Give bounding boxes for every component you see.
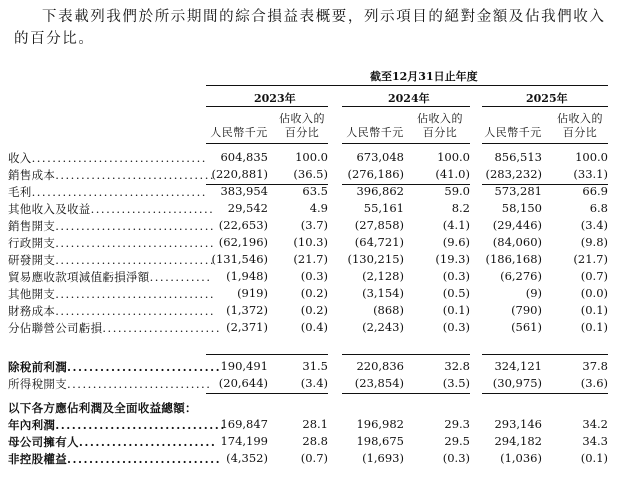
row-leader-dots: ............................... [55,287,216,301]
percentage-cell: 4.9 [309,201,328,215]
row-label [8,218,215,234]
percentage-cell: (0.1) [580,303,608,317]
amount-cell: 294,182 [494,434,542,448]
amount-cell: (84,060) [492,235,542,249]
percentage-cell: 63.5 [302,184,328,198]
amount-cell: (186,168) [485,252,542,266]
year-header-2024: 2024年 [388,92,430,105]
row-leader-dots: ........................ [90,202,215,216]
row-label [8,451,221,467]
amount-cell: 174,199 [220,434,268,448]
percentage-cell: (0.5) [442,286,470,300]
percentage-cell: (3.6) [580,376,608,390]
amount-cell: 190,491 [220,359,268,373]
col-pct-2024 [408,112,472,140]
row-leader-dots: ............................... [55,304,216,318]
row-label [8,303,215,319]
amount-cell: (2,128) [362,269,404,283]
percentage-cell: (3.4) [580,218,608,232]
amount-cell: (131,546) [211,252,268,266]
percentage-cell: (0.3) [442,451,470,465]
percentage-cell: (9.8) [580,235,608,249]
amount-cell: 220,836 [356,359,404,373]
percentage-cell: 66.9 [582,184,608,198]
table-row-profit-for-year [0,417,626,434]
amount-cell: (20,644) [218,376,268,390]
period-header: 截至12月31日止年度 [370,70,478,83]
col-pct-line2: 百分比 [422,126,458,139]
table-row-revenue [0,150,626,167]
percentage-cell: (0.0) [580,286,608,300]
percentage-cell: (10.3) [293,235,328,249]
percentage-cell: (41.0) [435,167,470,181]
table-row-rnd-expenses [0,252,626,269]
row-label-text: 以下各方應佔利潤及全面收益總額： [8,401,197,415]
amount-cell: (22,653) [218,218,268,232]
amount-cell: 29,542 [227,201,268,215]
row-label [8,286,215,302]
amount-cell: (561) [511,320,542,334]
row-label-text: 除稅前利潤 [8,360,67,374]
percentage-cell: (0.2) [300,286,328,300]
percentage-cell: (0.1) [580,451,608,465]
amount-cell: (220,881) [211,167,268,181]
amount-cell: 856,513 [494,150,542,164]
amount-cell: (2,371) [226,320,268,334]
row-leader-dots: ....................... [102,321,221,335]
percentage-cell: 32.8 [444,359,470,373]
table-row-other-expenses [0,286,626,303]
amount-cell: (790) [511,303,542,317]
row-label [8,359,221,375]
amount-cell: (6,276) [500,269,542,283]
period-rule [206,85,608,86]
row-label-text: 銷售成本 [8,168,56,182]
table-row-non-controlling [0,451,626,468]
table-row-attributable-heading [0,400,626,417]
row-label [8,400,197,416]
amount-cell: (1,948) [226,269,268,283]
col-pct-2025 [548,112,612,140]
col-amount-2023: 人民幣千元 [210,126,268,139]
amount-cell: 169,847 [220,417,268,431]
col-pct-line1: 佔收入的 [557,112,603,125]
row-leader-dots: ............................... [55,253,216,267]
amount-cell: (1,372) [226,303,268,317]
year-rule-2025 [482,106,608,107]
amount-cell: (4,352) [226,451,268,465]
col-pct-line2: 百分比 [562,126,598,139]
table-row-owners-of-parent [0,434,626,451]
percentage-cell: 8.2 [451,201,470,215]
percentage-cell: 100.0 [437,150,470,164]
percentage-cell: (21.7) [573,252,608,266]
row-label [8,269,211,285]
amount-cell: (283,232) [485,167,542,181]
percentage-cell: 34.3 [582,434,608,448]
percentage-cell: (0.1) [580,320,608,334]
row-leader-dots: .................................. [31,185,207,199]
row-leader-dots: .................................. [31,151,207,165]
row-label-text: 母公司擁有人 [8,435,79,449]
percentage-cell: 37.8 [582,359,608,373]
row-label-text: 分佔聯營公司虧損 [8,321,103,335]
underline-after-tax [206,393,328,394]
table-row-gross-profit [0,184,626,201]
amount-cell: 673,048 [356,150,404,164]
row-label-text: 貿易應收款項減值虧損淨額 [8,270,150,284]
amount-cell: (3,154) [362,286,404,300]
percentage-cell: (0.3) [442,269,470,283]
row-leader-dots: ............................... [55,418,226,432]
table-row-impairment-losses [0,269,626,286]
amount-cell: 55,161 [363,201,404,215]
row-label [8,167,215,183]
percentage-cell: (9.6) [442,235,470,249]
row-label-text: 其他開支 [8,287,56,301]
percentage-cell: (0.2) [300,303,328,317]
amount-cell: (27,858) [354,218,404,232]
table-row-income-tax [0,376,626,393]
row-label [8,434,216,450]
percentage-cell: 59.0 [444,184,470,198]
underline-after-associates [342,354,470,355]
amount-cell: (130,215) [347,252,404,266]
percentage-cell: (0.7) [580,269,608,283]
row-label [8,235,215,251]
percentage-cell: (19.3) [435,252,470,266]
amount-cell: (9) [525,286,542,300]
row-label-text: 銷售開支 [8,219,56,233]
percentage-cell: (4.1) [442,218,470,232]
year-rule-2024 [342,106,470,107]
table-row-profit-before-tax [0,359,626,376]
amount-cell: (62,196) [218,235,268,249]
underline-after-tax [342,393,470,394]
intro-paragraph: 下表載列我們於所示期間的綜合損益表概要，列示項目的絕對金額及佔我們收入的百分比。 [14,9,606,47]
percentage-cell: 28.8 [302,434,328,448]
row-leader-dots: ............................ [67,377,212,391]
percentage-cell: (0.3) [300,269,328,283]
row-label-text: 財務成本 [8,304,56,318]
row-leader-dots: ......................... [78,435,217,449]
row-label [8,184,207,200]
row-label [8,376,211,392]
row-label-text: 毛利 [8,185,32,199]
amount-cell: 324,121 [494,359,542,373]
column-header-rule-2023 [206,143,328,144]
amount-cell: (919) [237,286,268,300]
row-label-text: 年內利潤 [8,418,56,432]
percentage-cell: 100.0 [575,150,608,164]
row-label-text: 所得稅開支 [8,377,67,391]
percentage-cell: (21.7) [293,252,328,266]
amount-cell: (1,036) [500,451,542,465]
percentage-cell: (33.1) [573,167,608,181]
row-leader-dots: ............................... [55,219,216,233]
percentage-cell: 34.2 [582,417,608,431]
amount-cell: (23,854) [354,376,404,390]
col-pct-2023 [270,112,334,140]
percentage-cell: 29.5 [444,434,470,448]
row-label-text: 行政開支 [8,236,56,250]
percentage-cell: 28.1 [302,417,328,431]
amount-cell: 293,146 [494,417,542,431]
amount-cell: 196,982 [356,417,404,431]
amount-cell: (868) [373,303,404,317]
row-label [8,320,221,336]
amount-cell: (1,693) [362,451,404,465]
row-leader-dots: ............................... [55,168,216,182]
table-row-cost-of-sales [0,167,626,184]
row-leader-dots: ............................ [67,360,222,374]
percentage-cell: (0.1) [442,303,470,317]
row-label [8,252,215,268]
amount-cell: 396,862 [356,184,404,198]
percentage-cell: (3.5) [442,376,470,390]
amount-cell: (64,721) [354,235,404,249]
amount-cell: 604,835 [220,150,268,164]
percentage-cell: 100.0 [295,150,328,164]
amount-cell: (2,243) [362,320,404,334]
percentage-cell: (3.7) [300,218,328,232]
table-row-other-income [0,201,626,218]
amount-cell: 383,954 [220,184,268,198]
row-leader-dots: ............................ [67,452,222,466]
amount-cell: 58,150 [501,201,542,215]
col-pct-line1: 佔收入的 [279,112,325,125]
underline-after-cost-of-sales [482,184,608,185]
row-leader-dots: ............ [149,270,212,284]
percentage-cell: 31.5 [302,359,328,373]
percentage-cell: (0.4) [300,320,328,334]
amount-cell: (29,446) [492,218,542,232]
col-amount-2024: 人民幣千元 [346,126,404,139]
percentage-cell: (3.4) [300,376,328,390]
col-pct-line1: 佔收入的 [417,112,463,125]
amount-cell: (276,186) [347,167,404,181]
percentage-cell: 6.8 [589,201,608,215]
percentage-cell: 29.3 [444,417,470,431]
row-leader-dots: ............................... [55,236,216,250]
row-label [8,417,226,433]
underline-after-cost-of-sales [206,184,328,185]
table-row-selling-expenses [0,218,626,235]
percentage-cell: (0.3) [442,320,470,334]
column-header-rule-2024 [342,143,470,144]
row-label-text: 收入 [8,151,32,165]
row-label-text: 研發開支 [8,253,56,267]
underline-after-tax [482,393,608,394]
row-label [8,201,214,217]
row-label-text: 其他收入及收益 [8,202,91,216]
amount-cell: (30,975) [492,376,542,390]
year-rule-2023 [206,106,328,107]
table-row-share-of-associates [0,320,626,337]
table-row-finance-costs [0,303,626,320]
column-header-rule-2025 [482,143,608,144]
amount-cell: 573,281 [494,184,542,198]
percentage-cell: (0.7) [300,451,328,465]
underline-after-associates [482,354,608,355]
col-amount-2025: 人民幣千元 [484,126,542,139]
row-label-text: 非控股權益 [8,452,67,466]
percentage-cell: (36.5) [293,167,328,181]
underline-after-associates [206,354,328,355]
year-header-2025: 2025年 [526,92,568,105]
table-row-admin-expenses [0,235,626,252]
amount-cell: 198,675 [356,434,404,448]
year-header-2023: 2023年 [254,92,296,105]
col-pct-line2: 百分比 [284,126,320,139]
row-label [8,150,207,166]
underline-after-cost-of-sales [342,184,470,185]
